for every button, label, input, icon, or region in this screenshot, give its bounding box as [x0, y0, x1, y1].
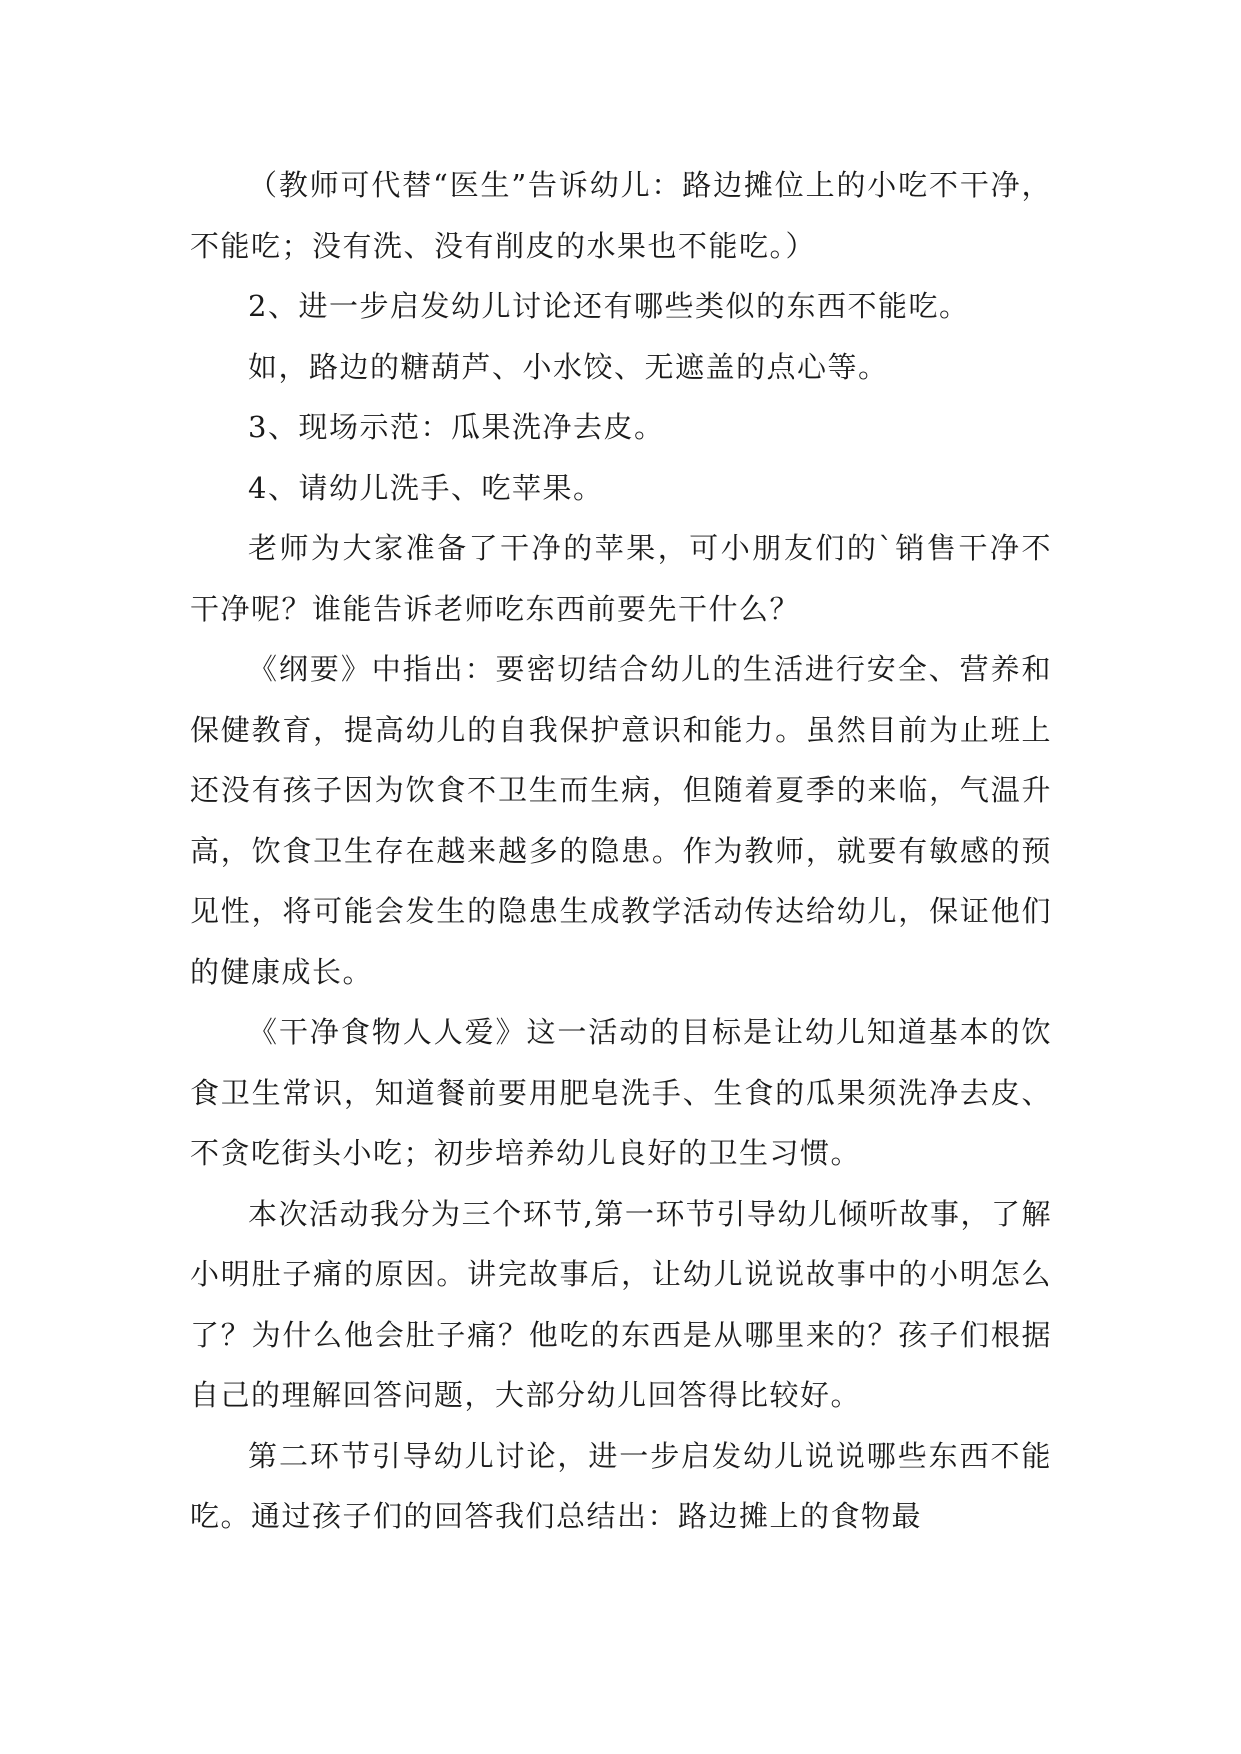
paragraph-activity-goal: 《干净食物人人爱》这一活动的目标是让幼儿知道基本的饮食卫生常识，知道餐前要用肥皂洗手、生食的瓜果须洗净去皮、不贪吃街头小吃；初步培养幼儿良好的卫生习惯。 [190, 1015, 1052, 1170]
paragraph-second-stage: 第二环节引导幼儿讨论，进一步启发幼儿说说哪些东西不能吃。通过孩子们的回答我们总结出：路边摊上的食物最 [190, 1438, 1052, 1533]
paragraph-teacher-apples: 老师为大家准备了干净的苹果，可小朋友们的`销售干净不干净呢？谁能告诉老师吃东西前要先干什么？ [190, 531, 1052, 626]
paragraph-guidelines: 《纲要》中指出：要密切结合幼儿的生活进行安全、营养和保健教育，提高幼儿的自我保护意识和能力。虽然目前为止班上还没有孩子因为饮食不卫生而生病，但随着夏季的来临，气温升高，饮食卫生存在越来越多的隐患。作为教师，就要有敏感的预见性，将可能会发生的隐患生成教学活动传达给幼儿，保证他们的健康成长。 [190, 652, 1052, 989]
paragraph-examples: 如，路边的糖葫芦、小水饺、无遮盖的点心等。 [248, 349, 889, 384]
document-body [190, 155, 1052, 1547]
paragraph-step-2: 2、进一步启发幼儿讨论还有哪些类似的东西不能吃。 [248, 289, 970, 323]
paragraph-doctor-note: （教师可代替“医生”告诉幼儿：路边摊位上的小吃不干净，不能吃；没有洗、没有削皮的水果也不能吃。） [190, 168, 1052, 263]
paragraph-first-stage: 本次活动我分为三个环节,第一环节引导幼儿倾听故事，了解小明肚子痛的原因。讲完故事后，让幼儿说说故事中的小明怎么了？为什么他会肚子痛？他吃的东西是从哪里来的？孩子们根据自己的理解回答问题，大部分幼儿回答得比较好。 [190, 1196, 1052, 1412]
paragraph-step-4: 4、请幼儿洗手、吃苹果。 [248, 470, 604, 505]
paragraph-step-3: 3、现场示范：瓜果洗净去皮。 [248, 410, 665, 444]
